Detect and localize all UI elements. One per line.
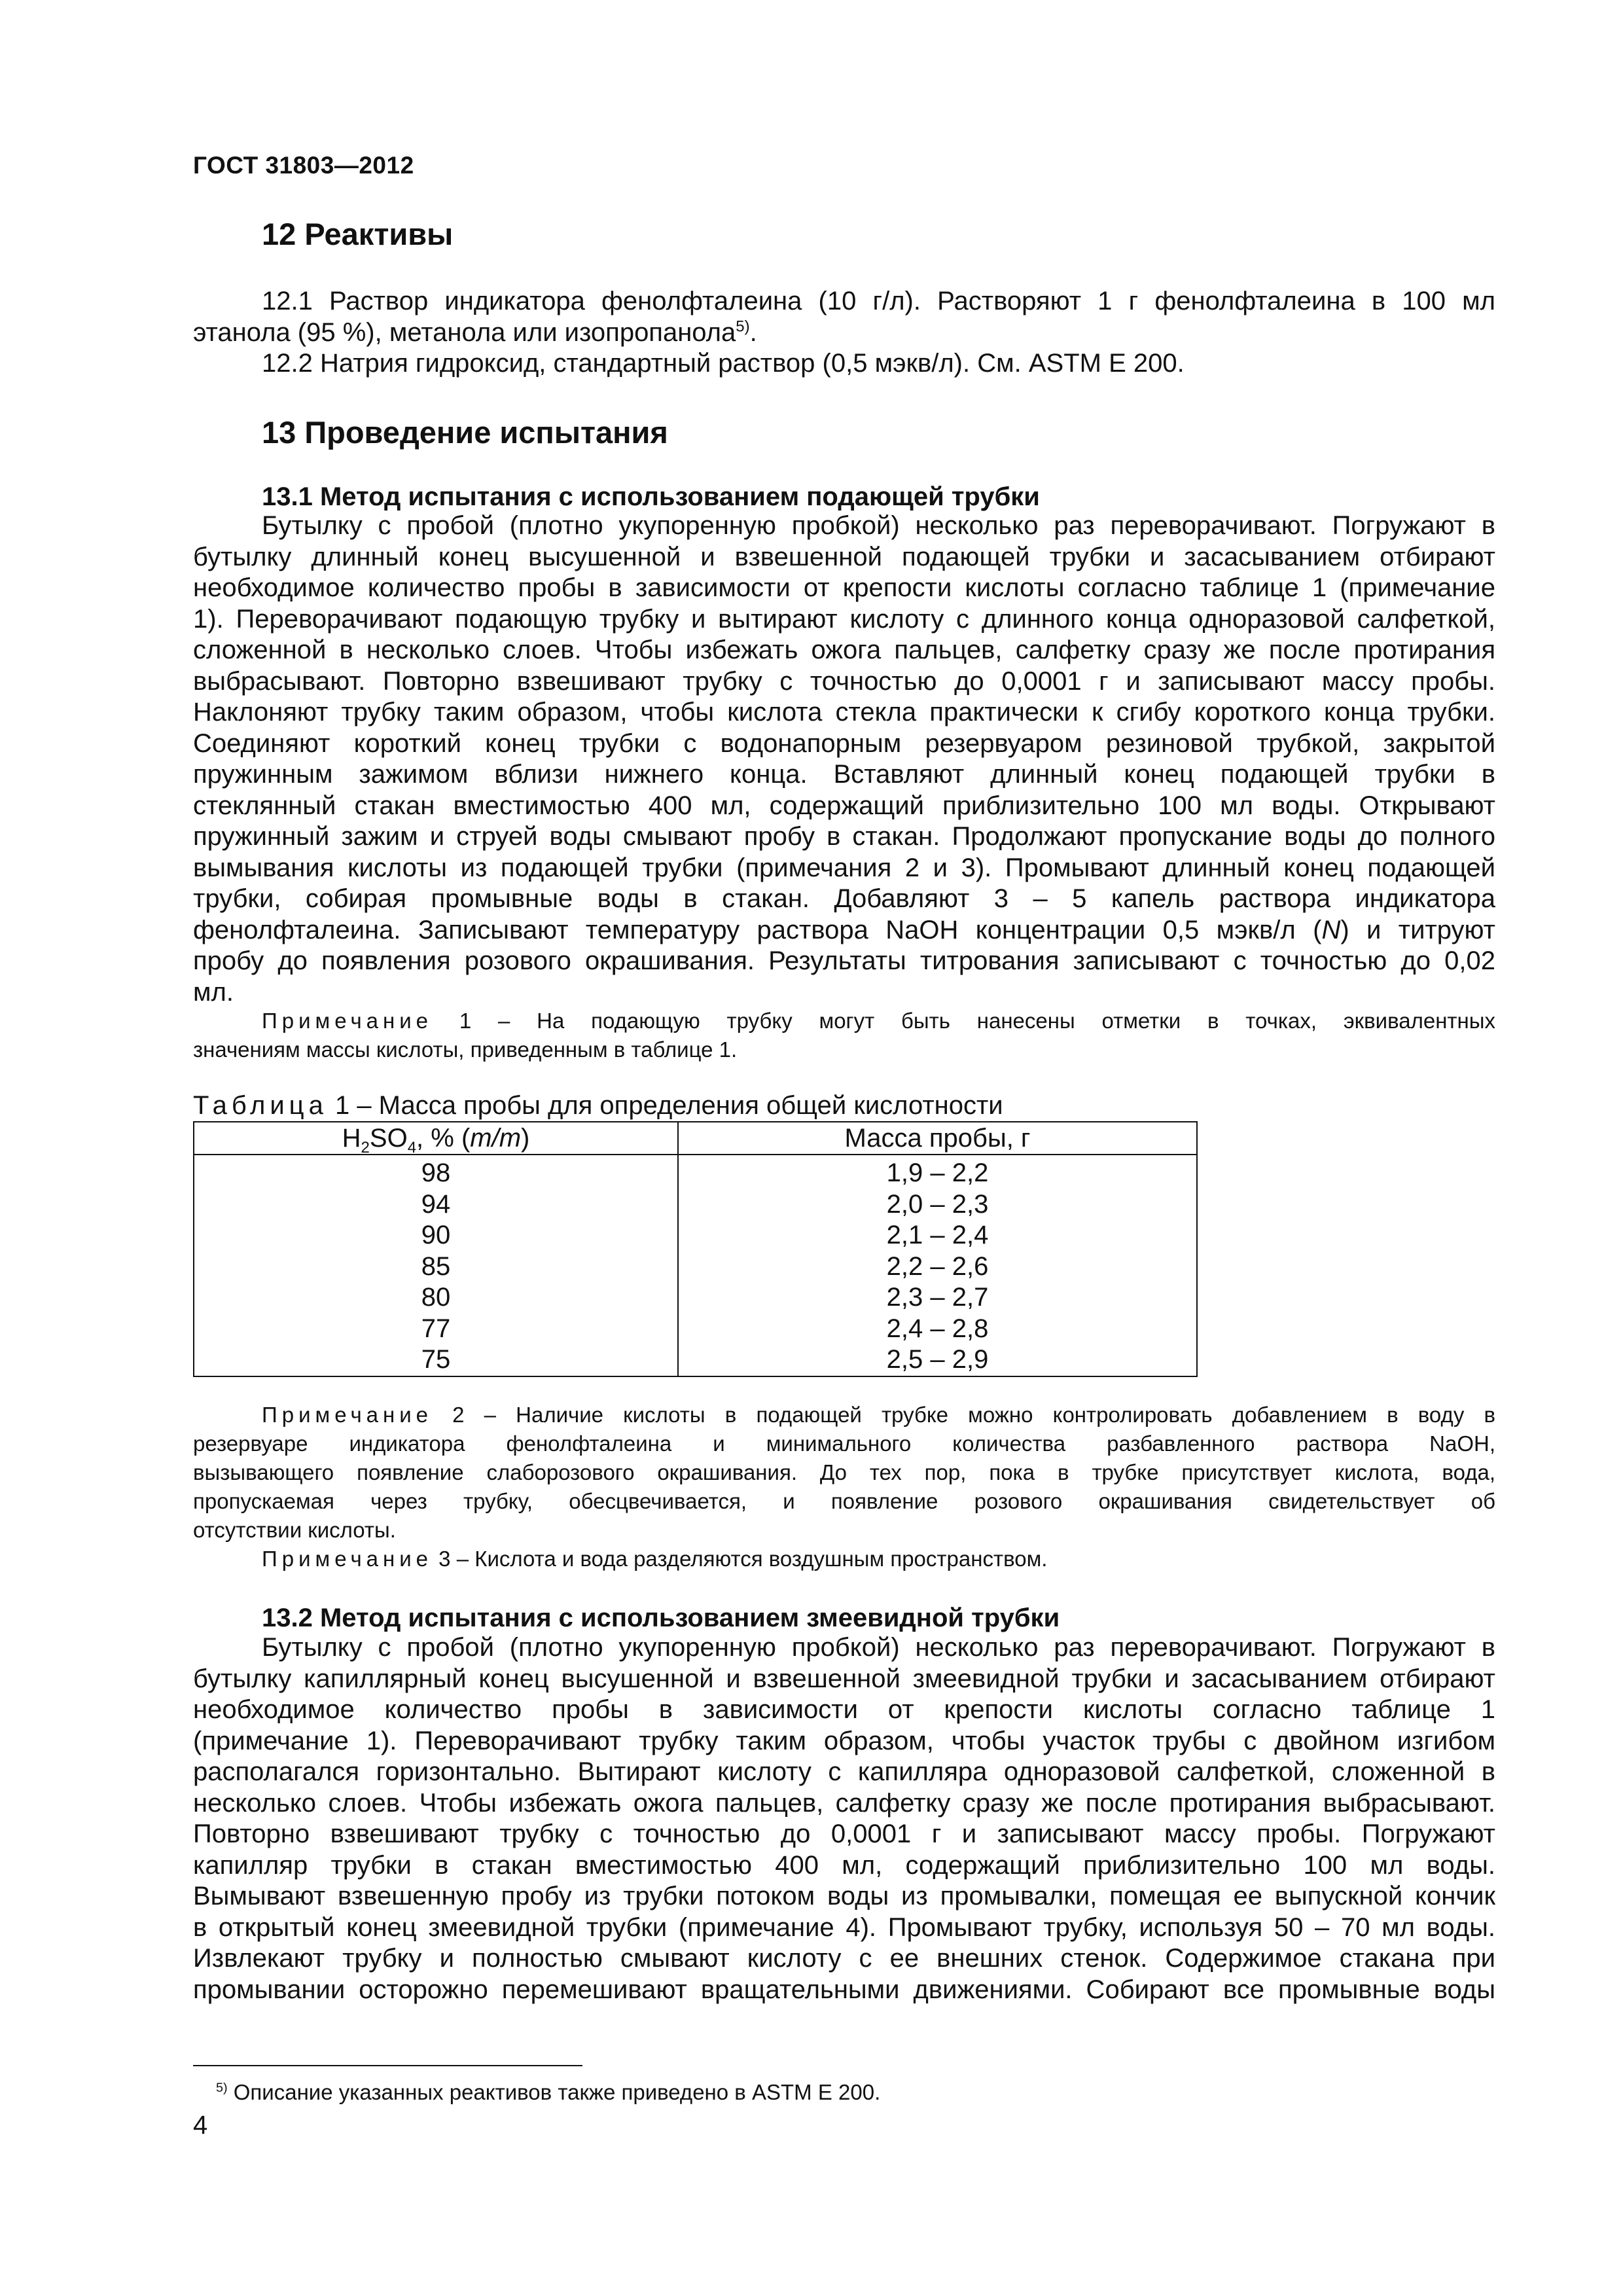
note-3 xyxy=(193,1545,1495,1573)
text-line: Извлекают трубку и полностью смывают кислоту с ее внешних стенок. Содержимое стакана при xyxy=(193,1944,1495,1973)
text-line: в открытый конец змеевидной трубки (примечание 4). Промывают трубку, используя 50 – 70 мл воды. xyxy=(193,1912,1495,1942)
text-line: трубки, собирая промывные воды в стакан. Добавляют 3 – 5 капель раствора индикатора xyxy=(193,884,1495,913)
text-line: несколько слоев. Чтобы избежать ожога пальцев, салфетку сразу же после протирания выбрасывают. xyxy=(193,1788,1495,1818)
note-text: 3 – Кислота и вода разделяются воздушным пространством. xyxy=(433,1547,1048,1571)
text-line: Наклоняют трубку таким образом, чтобы кислота стекла практически к сгибу короткого конца трубки. xyxy=(193,698,1495,726)
note-text: резервуаре индикатора фенолфталеина и минимального количества разбавленного раствора NaOH, xyxy=(193,1431,1495,1456)
text-line: вымывания кислоты из подающей трубки (примечания 2 и 3). Промывают длинный конец подающей xyxy=(193,853,1495,882)
text-line: пружинным зажимом вблизи нижнего конца. Вставляют длинный конец подающей трубки в xyxy=(193,760,1495,789)
table-row xyxy=(194,1314,1197,1345)
note-label: Примечание xyxy=(262,1009,433,1033)
text-line: необходимое количество пробы в зависимости от крепости кислоты согласно таблице 1 xyxy=(193,1695,1495,1724)
table-caption-text: 1 – Масса пробы для определения общей кислотности xyxy=(327,1091,1003,1120)
cell-mass: 2,3 – 2,7 xyxy=(678,1282,1197,1314)
text-line: фенолфталеина. Записывают температуру раствора NaOH концентрации 0,5 мэкв/л ( xyxy=(193,915,1322,944)
text-line: стеклянный стакан вместимостью 400 мл, содержащий приблизительно 100 мл воды. Открывают xyxy=(193,791,1495,820)
table-1 xyxy=(193,1121,1198,1377)
text-line: (примечание 1). Переворачивают трубку таким образом, чтобы участок трубы с двойном изгибом xyxy=(193,1726,1495,1755)
page-number: 4 xyxy=(193,2111,208,2140)
cell-mass: 1,9 – 2,2 xyxy=(678,1155,1197,1189)
text-line: Бутылку с пробой (плотно укупоренную пробкой) несколько раз переворачивают. Погружают в xyxy=(262,1633,1495,1662)
cell-mass: 2,5 – 2,9 xyxy=(678,1344,1197,1376)
note-label: Примечание xyxy=(262,1547,433,1571)
text-line: бутылку длинный конец высушенной и взвешенной подающей трубки и засасыванием отбирают xyxy=(193,542,1495,571)
note-text: вызывающего появление слаборозового окрашивания. До тех пор, пока в трубке присутствует кислота, вода, xyxy=(193,1460,1495,1484)
text-line: . xyxy=(749,317,757,347)
column-header-mass: Масса пробы, г xyxy=(678,1122,1197,1155)
paragraph-13-2 xyxy=(193,1632,1495,2005)
note-text: 1 – На подающую трубку могут быть нанесены отметки в точках, эквивалентных xyxy=(433,1009,1495,1033)
text-line: сложенной в несколько слоев. Чтобы избежать ожога пальцев, салфетку сразу же после протирания xyxy=(193,636,1495,664)
table-row xyxy=(194,1155,1197,1189)
subsection-13-1-title: 13.1 Метод испытания с использованием подающей трубки xyxy=(262,482,1040,511)
cell-concentration: 98 xyxy=(194,1155,678,1189)
text-line: ) и титруют xyxy=(1340,915,1495,944)
document-code: ГОСТ 31803—2012 xyxy=(193,152,414,179)
cell-mass: 2,4 – 2,8 xyxy=(678,1314,1197,1345)
table-caption-label: Таблица xyxy=(193,1091,328,1120)
table-row xyxy=(194,1189,1197,1221)
footnote-separator xyxy=(193,2065,582,2066)
text-line: мл. xyxy=(193,977,234,1007)
note-text: значениям массы кислоты, приведенным в таблице 1. xyxy=(193,1037,738,1062)
text-line: выбрасывают. Повторно взвешивают трубку с точностью до 0,0001 г и записывают массу пробы. xyxy=(193,666,1495,696)
text-line: промывании осторожно перемешивают вращательными движениями. Собирают все промывные воды xyxy=(193,1975,1495,2004)
table-1-caption xyxy=(193,1091,1003,1121)
note-text: отсутствии кислоты. xyxy=(193,1518,396,1542)
note-2 xyxy=(193,1401,1495,1545)
text-line: пробу до появления розового окрашивания. Результаты титрования записывают с точностью до 0,02 xyxy=(193,946,1495,975)
paragraph-13-1 xyxy=(193,511,1495,1008)
text-line: располагался горизонтально. Вытирают кислоту с капилляра одноразовой салфеткой, сложенной в xyxy=(193,1757,1495,1786)
text-line: Вымывают взвешенную пробу из трубки потоком воды из промывалки, помещая ее выпускной кончик xyxy=(193,1882,1495,1910)
paragraph-12-1 xyxy=(193,286,1495,380)
note-text: пропускаемая через трубку, обесцвечивается, и появление розового окрашивания свидетельствует об xyxy=(193,1489,1495,1513)
section-13-title: 13 Проведение испытания xyxy=(262,415,668,450)
paragraph-12-2: 12.2 Натрия гидроксид, стандартный раствор (0,5 мэкв/л). См. ASTM E 200. xyxy=(262,349,1185,378)
cell-concentration: 80 xyxy=(194,1282,678,1314)
section-12-title: 12 Реактивы xyxy=(262,217,454,251)
text-line: этанола (95 %), метанола или изопропанола xyxy=(193,317,736,347)
footnote xyxy=(216,2080,880,2105)
footnote-marker: 5) xyxy=(216,2081,228,2095)
note-label: Примечание xyxy=(262,1403,433,1427)
text-line: Соединяют короткий конец трубки с водонапорным резервуаром резиновой трубкой, закрытой xyxy=(193,728,1495,758)
cell-mass: 2,1 – 2,4 xyxy=(678,1220,1197,1251)
text-line: пружинный зажим и струей воды смывают пробу в стакан. Продолжают пропускание воды до полного xyxy=(193,822,1495,851)
text-line: необходимое количество пробы в зависимости от крепости кислоты согласно таблице 1 (примечание xyxy=(193,573,1495,602)
text-line: Бутылку с пробой (плотно укупоренную пробкой) несколько раз переворачивают. Погружают в xyxy=(262,511,1495,540)
text-line: Повторно взвешивают трубку с точностью до 0,0001 г и записывают массу пробы. Погружают xyxy=(193,1820,1495,1848)
text-line: бутылку капиллярный конец высушенной и взвешенной змеевидной трубки и засасыванием отбирают xyxy=(193,1664,1495,1693)
table-row xyxy=(194,1220,1197,1251)
note-1 xyxy=(193,1007,1495,1064)
cell-mass: 2,0 – 2,3 xyxy=(678,1189,1197,1221)
note-text: 2 – Наличие кислоты в подающей трубке можно контролировать добавлением в воду в xyxy=(433,1403,1495,1427)
column-header-concentration: $H_2SO_4$, % (m/m) xyxy=(194,1122,678,1155)
cell-concentration: 75 xyxy=(194,1344,678,1376)
cell-concentration: 77 xyxy=(194,1314,678,1345)
cell-concentration: 90 xyxy=(194,1220,678,1251)
normality-symbol: N xyxy=(1321,915,1341,944)
table-row xyxy=(194,1251,1197,1283)
table-row xyxy=(194,1282,1197,1314)
text-line: 12.1 Раствор индикатора фенолфталеина (10 г/л). Растворяют 1 г фенолфталеина в 100 мл xyxy=(262,287,1495,315)
text-line: 1). Переворачивают подающую трубку и вытирают кислоту с длинного конца одноразовой салфеткой, xyxy=(193,604,1495,634)
subsection-13-2-title: 13.2 Метод испытания с использованием змеевидной трубки xyxy=(262,1604,1060,1632)
table-header-row xyxy=(194,1122,1197,1155)
cell-concentration: 94 xyxy=(194,1189,678,1221)
footnote-ref: 5) xyxy=(736,317,750,336)
cell-mass: 2,2 – 2,6 xyxy=(678,1251,1197,1283)
table-row xyxy=(194,1344,1197,1376)
cell-concentration: 85 xyxy=(194,1251,678,1283)
text-line: капилляр трубки в стакан вместимостью 400 мл, содержащий приблизительно 100 мл воды. xyxy=(193,1850,1495,1880)
footnote-text: Описание указанных реактивов также приведено в ASTM E 200. xyxy=(227,2080,881,2104)
